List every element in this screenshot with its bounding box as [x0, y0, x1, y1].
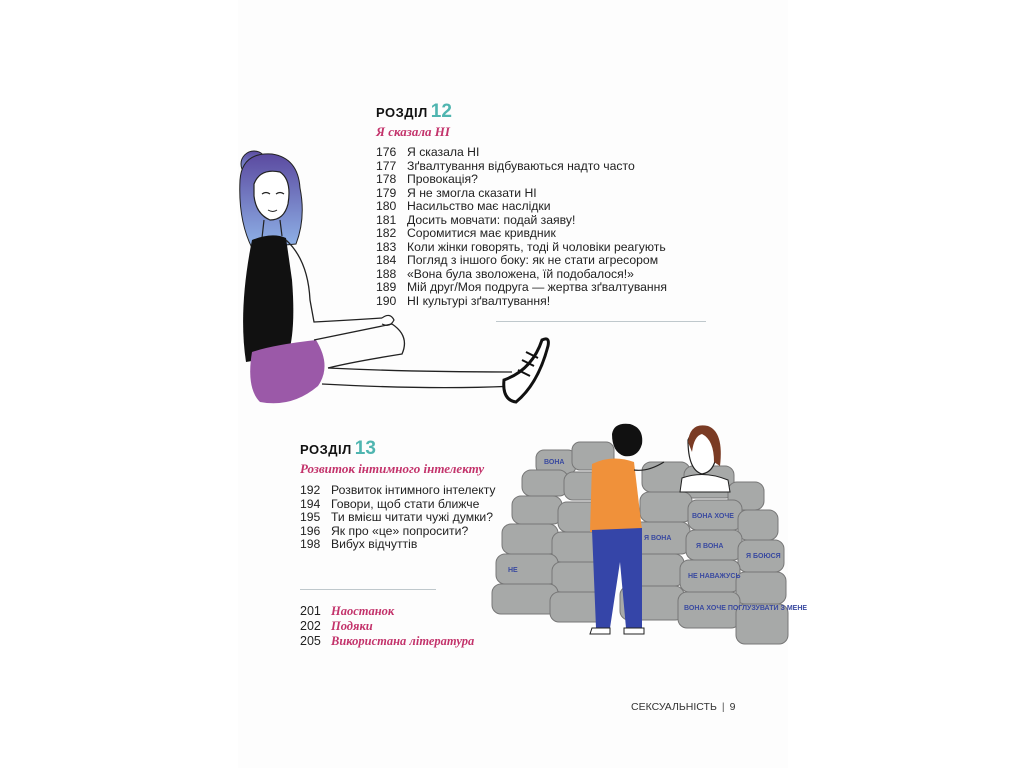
toc-entry[interactable]: 182 Соромитися має кривдник — [376, 226, 556, 240]
chapter-13-number: 13 — [354, 438, 376, 459]
svg-text:Я ВОНА: Я ВОНА — [696, 543, 724, 550]
chapter-13-toc — [300, 484, 496, 552]
toc-entry[interactable]: 190 НІ культурі зґвалтування! — [376, 293, 551, 308]
svg-text:Я БОЮСЯ: Я БОЮСЯ — [746, 553, 781, 560]
footer-section: СЕКСУАЛЬНІСТЬ — [631, 701, 717, 713]
toc-entry[interactable]: 194 Говори, щоб стати ближче — [300, 496, 480, 511]
svg-text:Я ВОНА: Я ВОНА — [644, 535, 672, 542]
toc-entry[interactable]: 176 Я сказала НІ — [376, 145, 480, 159]
chapter-12-number: 12 — [430, 101, 452, 122]
toc-entry[interactable]: 195 Ти вмієш читати чужі думки? — [300, 510, 493, 524]
toc-entry[interactable]: 177 Зґвалтування відбуваються надто часто — [376, 158, 635, 173]
svg-text:ВОНА ХОЧЕ ПОГЛУЗУВАТИ З МЕНЕ: ВОНА ХОЧЕ ПОГЛУЗУВАТИ З МЕНЕ — [684, 605, 808, 612]
chapter-12-divider — [496, 321, 706, 322]
toc-entry[interactable]: 196 Як про «це» попросити? — [300, 523, 469, 538]
chapter-13-divider — [300, 589, 436, 590]
toc-entry[interactable]: 188 «Вона була зволожена, їй подобалося!» — [376, 266, 634, 281]
svg-text:НЕ НАВАЖУСЬ: НЕ НАВАЖУСЬ — [688, 573, 741, 580]
back-matter-entry[interactable]: 202 Подяки — [300, 619, 373, 633]
svg-text:ВОНА ХОЧЕ: ВОНА ХОЧЕ — [692, 513, 734, 520]
back-matter-entry[interactable]: 205 Використана література — [300, 634, 475, 648]
chapter-12-toc — [376, 146, 667, 308]
chapter-13-label: РОЗДІЛ — [300, 442, 352, 457]
chapter-13-title: Розвиток інтимного інтелекту — [300, 461, 485, 476]
chapter-13-heading — [300, 438, 484, 477]
svg-text:НЕ: НЕ — [508, 567, 518, 574]
footer-page-number: 9 — [729, 701, 736, 713]
chapter-12-label: РОЗДІЛ — [376, 105, 428, 120]
book-page — [238, 0, 808, 768]
stone-wall-illustration — [492, 422, 808, 658]
back-matter-list — [300, 604, 474, 649]
toc-entry[interactable]: 178 Провокація? — [376, 172, 478, 186]
back-matter-entry[interactable]: 201 Наостанок — [300, 604, 395, 618]
toc-entry[interactable]: 184 Погляд з іншого боку: як не стати агресором — [376, 253, 659, 267]
toc-entry[interactable]: 179 Я не змогла сказати НІ — [376, 185, 537, 200]
toc-entry[interactable]: 192 Розвиток інтимного інтелекту — [300, 483, 496, 497]
svg-text:ВОНА: ВОНА — [544, 459, 565, 466]
toc-entry[interactable]: 198 Вибух відчуттів — [300, 537, 418, 551]
footer-separator: | — [721, 701, 725, 713]
chapter-12-title: Я сказала НІ — [376, 124, 450, 139]
toc-entry[interactable]: 189 Мій друг/Моя подруга — жертва зґвалтування — [376, 280, 667, 294]
toc-entry[interactable]: 180 Насильство має наслідки — [376, 199, 551, 213]
toc-entry[interactable]: 183 Коли жінки говорять, тоді й чоловіки реагують — [376, 239, 666, 254]
toc-entry[interactable]: 181 Досить мовчати: подай заяву! — [376, 212, 576, 227]
page-footer — [631, 701, 735, 713]
chapter-12-heading — [376, 101, 452, 140]
